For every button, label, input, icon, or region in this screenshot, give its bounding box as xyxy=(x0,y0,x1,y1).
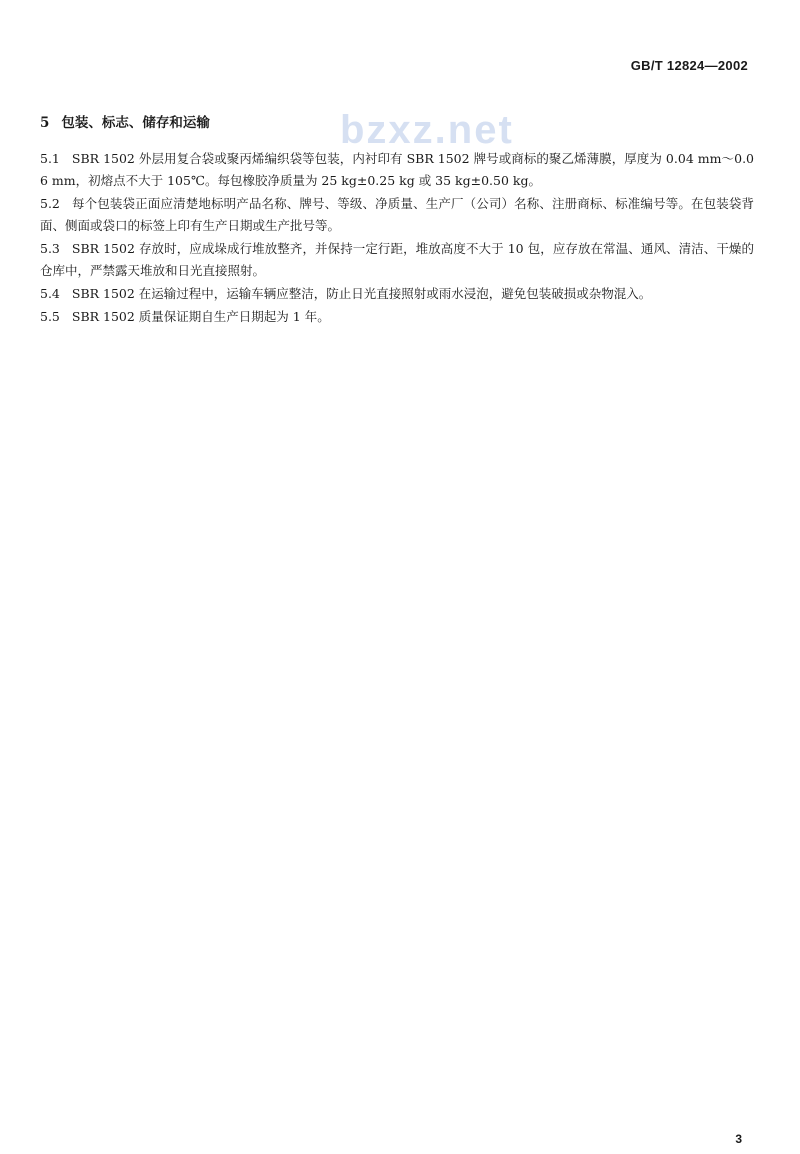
clause-text: SBR 1502 外层用复合袋或聚丙烯编织袋等包装，内衬印有 SBR 1502 牌号或商标的聚乙烯薄膜，厚度为 0.04 mm～0.06 mm，初熔点不大于 105℃。每包橡胶净质量为 25 kg±0.25 kg 或 35 kg±0.50 kg。 xyxy=(40,151,754,188)
clause-5-5 xyxy=(40,306,754,328)
clause-5-3 xyxy=(40,238,754,282)
clause-5-1 xyxy=(40,148,754,192)
clause-number: 5.1 xyxy=(40,151,60,166)
standard-code: GB/T 12824—2002 xyxy=(630,58,748,73)
clause-text: SBR 1502 质量保证期自生产日期起为 1 年。 xyxy=(71,309,330,324)
watermark: bzxz.net xyxy=(340,108,514,152)
clause-number: 5.4 xyxy=(40,286,60,301)
section-heading xyxy=(40,112,754,134)
section-title: 包装、标志、储存和运输 xyxy=(61,115,210,131)
document-body xyxy=(40,112,754,329)
page-number: 3 xyxy=(735,1132,742,1146)
clause-5-2 xyxy=(40,193,754,237)
clause-text: 每个包装袋正面应清楚地标明产品名称、牌号、等级、净质量、生产厂（公司）名称、注册商标、标准编号等。在包装袋背面、侧面或袋口的标签上印有生产日期或生产批号等。 xyxy=(40,196,754,233)
clause-number: 5.3 xyxy=(40,241,60,256)
clause-text: SBR 1502 存放时，应成垛成行堆放整齐，并保持一定行距，堆放高度不大于 10 包，应存放在常温、通风、清洁、干燥的仓库中，严禁露天堆放和日光直接照射。 xyxy=(40,241,754,278)
section-number: 5 xyxy=(40,115,50,131)
clause-text: SBR 1502 在运输过程中，运输车辆应整洁，防止日光直接照射或雨水浸泡，避免包装破损或杂物混入。 xyxy=(71,286,652,301)
clause-5-4 xyxy=(40,283,754,305)
clause-number: 5.2 xyxy=(40,196,60,211)
clause-number: 5.5 xyxy=(40,309,60,324)
